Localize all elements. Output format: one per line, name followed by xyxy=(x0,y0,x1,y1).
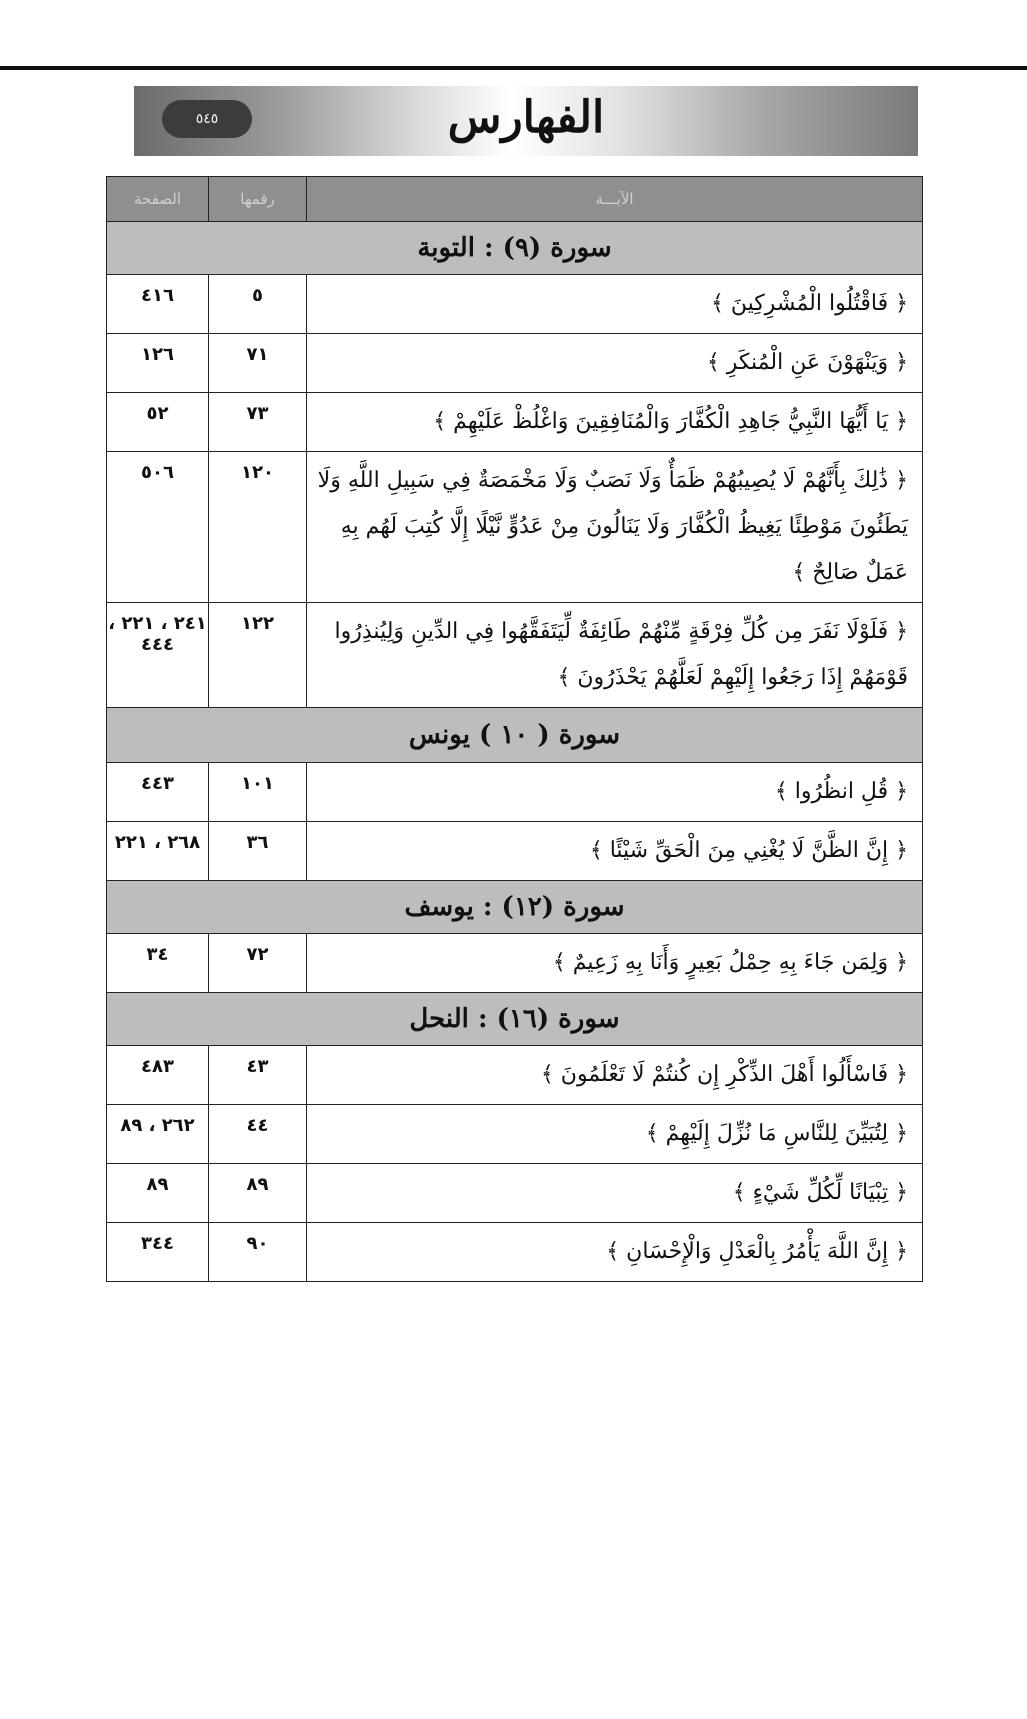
verse-cell: ﴿ إِنَّ اللَّهَ يَأْمُرُ بِالْعَدْلِ وَالْإِحْسَانِ ﴾ xyxy=(307,1223,923,1282)
column-header-verse: الآيـــة xyxy=(307,177,923,222)
verse-number-cell: ٧٣ xyxy=(209,393,307,452)
surah-title: سورة (١٢) : يوسف xyxy=(107,881,923,934)
page-reference-cell: ٤٨٣ xyxy=(107,1046,209,1105)
verse-number-cell: ٤٤ xyxy=(209,1105,307,1164)
verse-number-cell: ٣٦ xyxy=(209,822,307,881)
verse-number-cell: ٧٢ xyxy=(209,934,307,993)
verse-cell: ﴿ قُلِ انظُرُوا ﴾ xyxy=(307,763,923,822)
column-header-row xyxy=(107,177,923,222)
surah-header-row xyxy=(107,708,923,763)
table-row xyxy=(107,334,923,393)
page-reference-cell: ٤٤٣ xyxy=(107,763,209,822)
table-row xyxy=(107,1164,923,1223)
verse-cell: ﴿ وَيَنْهَوْنَ عَنِ الْمُنكَرِ ﴾ xyxy=(307,334,923,393)
table-row xyxy=(107,275,923,334)
page-reference-cell: ٤١٦ xyxy=(107,275,209,334)
surah-title: سورة (٩) : التوبة xyxy=(107,222,923,275)
verse-cell: ﴿ ذَٰلِكَ بِأَنَّهُمْ لَا يُصِيبُهُمْ ظَمَأٌ وَلَا نَصَبٌ وَلَا مَخْمَصَةٌ فِي سَبِيلِ اللَّهِ وَلَا يَطَئُونَ مَوْطِئًا يَغِيظُ الْكُفَّارَ وَلَا يَنَالُونَ مِنْ عَدُوٍّ نَّيْلًا إِلَّا كُتِبَ لَهُم بِهِ عَمَلٌ صَالِحٌ ﴾ xyxy=(307,452,923,603)
table-row xyxy=(107,1046,923,1105)
surah-header-row xyxy=(107,881,923,934)
table-row xyxy=(107,1223,923,1282)
page-number-badge: ٥٤٥ xyxy=(162,100,252,138)
table-row xyxy=(107,822,923,881)
page-reference-cell: ٣٤٤ xyxy=(107,1223,209,1282)
page-reference-cell: ٥٢ xyxy=(107,393,209,452)
page-reference-cell: ٢٦٢ ، ٨٩ xyxy=(107,1105,209,1164)
surah-title: سورة ( ١٠ ) يونس xyxy=(107,708,923,763)
page-reference-cell: ٣٤ xyxy=(107,934,209,993)
table-row xyxy=(107,1105,923,1164)
verse-cell: ﴿ وَلِمَن جَاءَ بِهِ حِمْلُ بَعِيرٍ وَأَنَا بِهِ زَعِيمٌ ﴾ xyxy=(307,934,923,993)
page-reference-cell: ٢٦٨ ، ٢٢١ xyxy=(107,822,209,881)
verse-cell: ﴿ فَلَوْلَا نَفَرَ مِن كُلِّ فِرْقَةٍ مِّنْهُمْ طَائِفَةٌ لِّيَتَفَقَّهُوا فِي الدِّينِ وَلِيُنذِرُوا قَوْمَهُمْ إِذَا رَجَعُوا إِلَيْهِمْ لَعَلَّهُمْ يَحْذَرُونَ ﴾ xyxy=(307,603,923,708)
page-reference-cell: ٥٠٦ xyxy=(107,452,209,603)
page-title: الفهارس xyxy=(447,92,605,143)
verse-number-cell: ٧١ xyxy=(209,334,307,393)
surah-header-row xyxy=(107,993,923,1046)
table-row xyxy=(107,452,923,603)
verse-number-cell: ١٢٢ xyxy=(209,603,307,708)
verse-number-cell: ١٢٠ xyxy=(209,452,307,603)
page-reference-cell: ١٢٦ xyxy=(107,334,209,393)
verse-index-table xyxy=(106,176,923,1282)
verse-number-cell: ٩٠ xyxy=(209,1223,307,1282)
verse-cell: ﴿ إِنَّ الظَّنَّ لَا يُغْنِي مِنَ الْحَقِّ شَيْئًا ﴾ xyxy=(307,822,923,881)
table-row xyxy=(107,603,923,708)
page-reference-cell: ٨٩ xyxy=(107,1164,209,1223)
verse-number-cell: ٨٩ xyxy=(209,1164,307,1223)
verse-cell: ﴿ فَاسْأَلُوا أَهْلَ الذِّكْرِ إِن كُنتُمْ لَا تَعْلَمُونَ ﴾ xyxy=(307,1046,923,1105)
verse-number-cell: ٤٣ xyxy=(209,1046,307,1105)
verse-cell: ﴿ تِبْيَانًا لِّكُلِّ شَيْءٍ ﴾ xyxy=(307,1164,923,1223)
table-row xyxy=(107,393,923,452)
table-row xyxy=(107,763,923,822)
verse-cell: ﴿ لِتُبَيِّنَ لِلنَّاسِ مَا نُزِّلَ إِلَيْهِمْ ﴾ xyxy=(307,1105,923,1164)
top-rule xyxy=(0,66,1027,70)
header-banner xyxy=(134,86,918,156)
verse-number-cell: ٥ xyxy=(209,275,307,334)
verse-cell: ﴿ فَاقْتُلُوا الْمُشْرِكِينَ ﴾ xyxy=(307,275,923,334)
column-header-page: الصفحة xyxy=(107,177,209,222)
page-reference-cell: ٢٤١ ، ٢٢١ ، ٤٤٤ xyxy=(107,603,209,708)
surah-title: سورة (١٦) : النحل xyxy=(107,993,923,1046)
table-row xyxy=(107,934,923,993)
column-header-number: رقمها xyxy=(209,177,307,222)
verse-cell: ﴿ يَا أَيُّهَا النَّبِيُّ جَاهِدِ الْكُفَّارَ وَالْمُنَافِقِينَ وَاغْلُظْ عَلَيْهِمْ ﴾ xyxy=(307,393,923,452)
verse-number-cell: ١٠١ xyxy=(209,763,307,822)
surah-header-row xyxy=(107,222,923,275)
